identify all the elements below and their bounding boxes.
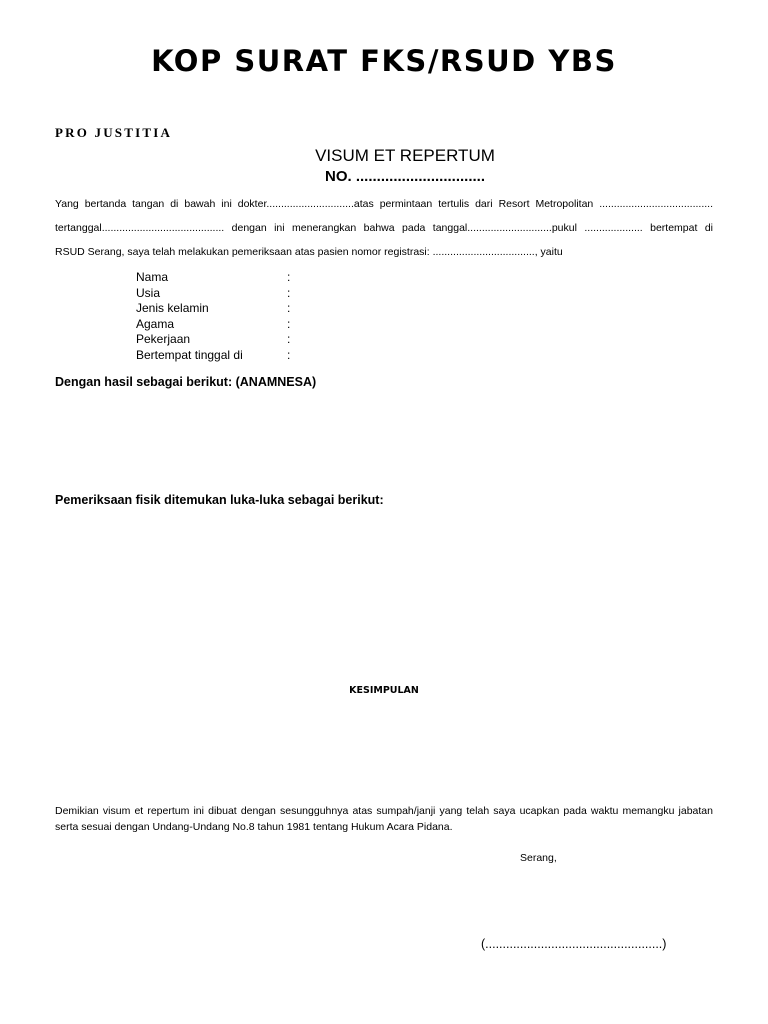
field-colon: : — [287, 270, 291, 284]
field-colon: : — [287, 316, 291, 331]
field-colon: : — [287, 347, 291, 362]
field-label: Pekerjaan — [136, 332, 191, 346]
field-label: Nama — [136, 270, 169, 284]
signature-name-placeholder: (...................................................) — [481, 937, 667, 951]
field-nama — [136, 270, 306, 286]
physical-exam-heading: Pemeriksaan fisik ditemukan luka-luka sebagai berikut: — [55, 493, 384, 507]
intro-line: Yang bertanda tangan di bawah ini dokter..............................atas permintaan tertulis dari Resort Metropolitan ....................................... — [55, 198, 713, 210]
document-title: VISUM ET REPERTUM — [315, 146, 495, 165]
closing-paragraph — [55, 803, 713, 835]
field-label: Agama — [136, 316, 175, 331]
field-tempat-tinggal — [136, 348, 306, 364]
intro-line: RSUD Serang, saya telah melakukan pemeriksaan atas pasien nomor registrasi: ..................................., yaitu — [55, 246, 563, 258]
signature-place: Serang, — [520, 852, 557, 864]
field-colon: : — [287, 301, 291, 315]
intro-paragraph — [55, 192, 713, 264]
anamnesa-heading: Dengan hasil sebagai berikut: (ANAMNESA) — [55, 375, 317, 389]
field-colon: : — [287, 285, 291, 300]
closing-line: serta sesuai dengan Undang-Undang No.8 tahun 1981 tentang Hukum Acara Pidana. — [55, 821, 453, 833]
field-label: Jenis kelamin — [136, 301, 209, 315]
document-number: NO. ............................... — [324, 168, 486, 185]
conclusion-heading: KESIMPULAN — [349, 685, 419, 696]
closing-line: Demikian visum et repertum ini dibuat dengan sesungguhnya atas sumpah/janji yang telah saya ucapkan pada waktu memangku jabatan — [55, 805, 713, 817]
field-label: Usia — [136, 285, 161, 300]
field-pekerjaan — [136, 332, 306, 348]
intro-line: tertanggal.......................................... dengan ini menerangkan bahwa pada tanggal.............................pukul .................... bertempat di — [55, 222, 713, 234]
field-usia — [136, 286, 306, 302]
field-agama — [136, 317, 306, 333]
field-colon: : — [287, 332, 291, 346]
field-label: Bertempat tinggal di — [136, 347, 243, 362]
letterhead-title: KOP SURAT FKS/RSUD YBS — [151, 44, 617, 78]
field-jenis-kelamin — [136, 301, 306, 317]
patient-fields — [136, 270, 306, 363]
pro-justitia-label: PRO JUSTITIA — [55, 125, 173, 140]
